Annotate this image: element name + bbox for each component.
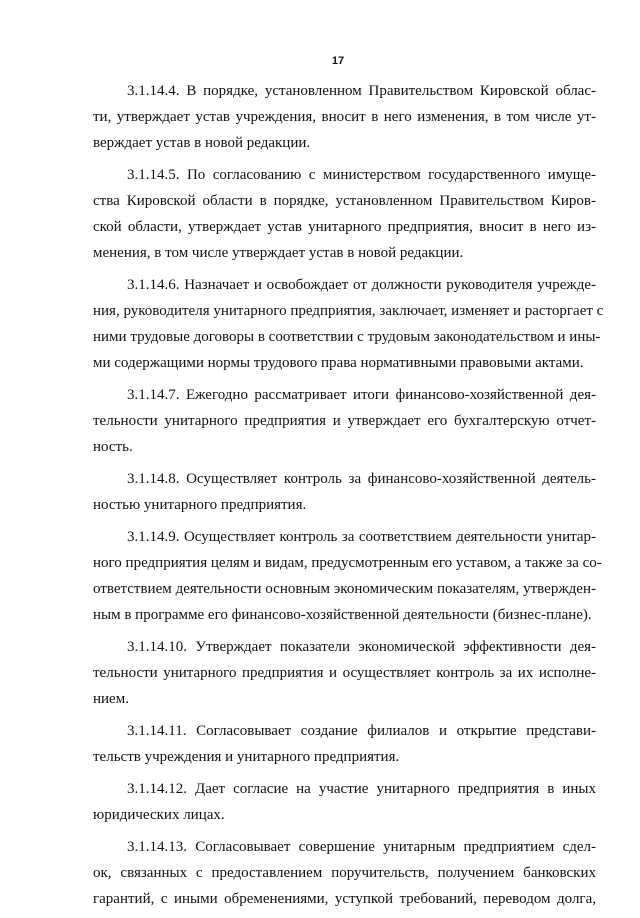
paragraph <box>93 162 596 266</box>
paragraph-line: ской области, утверждает устав унитарного предприятия, вносит в него из- <box>93 219 596 235</box>
paragraph <box>93 272 604 376</box>
paragraph <box>93 382 596 460</box>
page-number: 17 <box>331 55 345 67</box>
paragraph-line: 3.1.14.4. В порядке, установленном Правительством Кировской облас- <box>127 83 596 99</box>
paragraph-line: ответствием деятельности основным экономическим показателям, утвержден- <box>93 581 596 597</box>
paragraph-line: 3.1.14.8. Осуществляет контроль за финансово-хозяйственной деятель- <box>127 471 596 487</box>
paragraph-line: 3.1.14.11. Согласовывает создание филиалов и открытие представи- <box>127 723 596 739</box>
paragraph-line: 3.1.14.13. Согласовывает совершение унитарным предприятием сдел- <box>127 839 596 855</box>
paragraph-line: тельности унитарного предприятия и осуществляет контроль за их исполне- <box>93 665 596 681</box>
document-body <box>93 78 604 918</box>
paragraph-line: ным в программе его финансово-хозяйственной деятельности (бизнес-плане). <box>93 607 592 623</box>
paragraph-line: 3.1.14.7. Ежегодно рассматривает итоги финансово-хозяйственной дея- <box>127 387 596 403</box>
paragraph-line: ства Кировской области в порядке, установленном Правительством Киров- <box>93 193 596 209</box>
paragraph <box>93 718 596 770</box>
paragraph-line: ния, руководителя унитарного предприятия, заключает, изменяет и расторгает с <box>93 303 604 319</box>
paragraph-line: тельности унитарного предприятия и утверждает его бухгалтерскую отчет- <box>93 413 596 429</box>
paragraph-line: ти, утверждает устав учреждения, вносит в него изменения, в том числе ут- <box>93 109 596 125</box>
paragraph-line: менения, в том числе утверждает устав в новой редакции. <box>93 245 464 261</box>
paragraph-line: ок, связанных с предоставлением поручительств, получением банковских <box>93 865 596 881</box>
paragraph-line: 3.1.14.12. Дает согласие на участие унитарного предприятия в иных <box>127 781 596 797</box>
paragraph-line: юридических лицах. <box>93 807 225 823</box>
paragraph-line: ностью унитарного предприятия. <box>93 497 307 513</box>
paragraph-line: верждает устав в новой редакции. <box>93 135 311 151</box>
paragraph <box>93 524 602 628</box>
paragraph <box>93 834 596 912</box>
paragraph <box>93 634 596 712</box>
paragraph-line: гарантий, с иными обременениями, уступкой требований, переводом долга, <box>93 891 596 907</box>
paragraph-line: 3.1.14.5. По согласованию с министерством государственного имуще- <box>127 167 596 183</box>
paragraph-line: 3.1.14.10. Утверждает показатели экономической эффективности дея- <box>127 639 596 655</box>
paragraph-line: 3.1.14.6. Назначает и освобождает от должности руководителя учрежде- <box>127 277 596 293</box>
paragraph <box>93 466 596 518</box>
paragraph-line: 3.1.14.9. Осуществляет контроль за соответствием деятельности унитар- <box>127 529 596 545</box>
paragraph-line: ность. <box>93 439 133 455</box>
paragraph-line: ми содержащими нормы трудового права нормативными правовыми актами. <box>93 355 584 371</box>
paragraph <box>93 776 596 828</box>
paragraph-line: нием. <box>93 691 129 707</box>
paragraph-line: ними трудовые договоры в соответствии с трудовым законодательством и ины- <box>93 329 601 345</box>
paragraph <box>93 78 596 156</box>
paragraph-line: тельств учреждения и унитарного предприятия. <box>93 749 400 765</box>
paragraph-line: ного предприятия целям и видам, предусмотренным его уставом, а также за со- <box>93 555 602 571</box>
